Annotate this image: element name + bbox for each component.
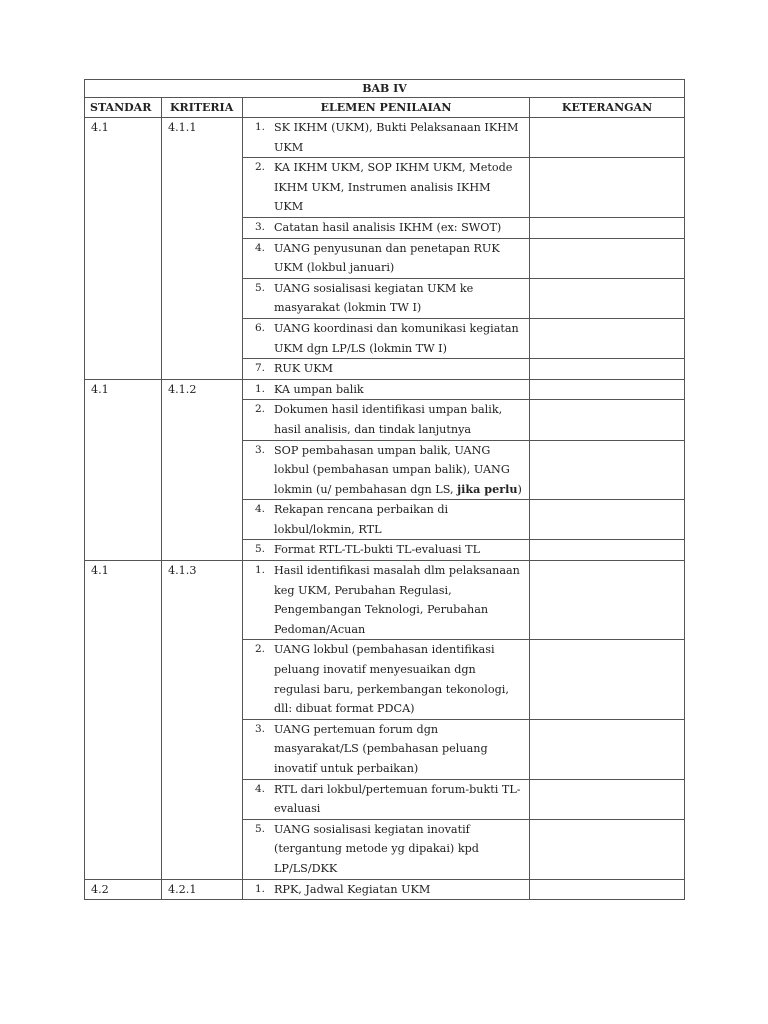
list-item: [249, 118, 526, 157]
standar-cell: 4.1: [85, 561, 162, 880]
item-text-main: RUK UKM: [274, 362, 334, 376]
elemen-cell: [243, 158, 530, 218]
item-text-tail: ): [517, 482, 522, 496]
item-number: 1.: [255, 121, 266, 133]
keterangan-cell: [530, 158, 685, 218]
list-item: [249, 359, 526, 379]
elemen-cell: [243, 238, 530, 278]
item-text: [274, 118, 526, 157]
standar-cell: 4.1: [85, 118, 162, 380]
item-number: 4.: [255, 782, 266, 795]
elemen-cell: [243, 540, 530, 561]
item-text: [274, 400, 526, 439]
keterangan-cell: [530, 819, 685, 879]
list-item: [249, 720, 526, 779]
list-item: [249, 540, 526, 560]
table-row: [85, 379, 685, 400]
elemen-cell: [243, 879, 530, 900]
list-item: [249, 500, 526, 539]
header-standar: STANDAR: [85, 98, 162, 118]
item-number: 1.: [255, 382, 266, 395]
item-number: 1.: [255, 564, 266, 577]
elemen-cell: [243, 561, 530, 640]
header-elemen: ELEMEN PENILAIAN: [243, 98, 530, 118]
item-text: [274, 239, 526, 278]
item-number: 4.: [255, 241, 266, 254]
item-number: 7.: [255, 362, 266, 375]
elemen-cell: [243, 719, 530, 779]
list-item: [249, 380, 526, 400]
elemen-cell: [243, 640, 530, 719]
standar-cell: 4.2: [85, 879, 162, 900]
keterangan-cell: [530, 719, 685, 779]
item-text: [274, 500, 526, 539]
list-item: [249, 400, 526, 439]
keterangan-cell: [530, 561, 685, 640]
item-number: 3.: [255, 220, 266, 233]
elemen-cell: [243, 118, 530, 158]
item-text-main: Hasil identifikasi masalah dlm pelaksanaan keg UKM, Perubahan Regulasi, Pengembangan Teknologi, Perubahan Pedoman/Acuan: [274, 564, 520, 636]
kriteria-cell: 4.1.3: [162, 561, 243, 880]
item-number: 1.: [255, 882, 266, 895]
item-text: [274, 319, 526, 358]
item-text-main: UANG koordinasi dan komunikasi kegiatan UKM dgn LP/LS (lokmin TW I): [274, 321, 519, 355]
item-text-main: UANG sosialisasi kegiatan UKM ke masyarakat (lokmin TW I): [274, 281, 474, 315]
keterangan-cell: [530, 540, 685, 561]
table-title: BAB IV: [85, 80, 685, 98]
item-text-main: SK IKHM (UKM), Bukti Pelaksanaan IKHM UKM: [274, 121, 519, 154]
header-kriteria: KRITERIA: [162, 98, 243, 118]
kriteria-cell: 4.2.1: [162, 879, 243, 900]
item-text: [274, 820, 526, 879]
list-item: [249, 640, 526, 718]
item-number: 5.: [255, 822, 266, 835]
keterangan-cell: [530, 359, 685, 380]
item-number: 6.: [255, 321, 266, 334]
elemen-cell: [243, 359, 530, 380]
keterangan-cell: [530, 379, 685, 400]
keterangan-cell: [530, 400, 685, 440]
item-text: [274, 279, 526, 318]
keterangan-cell: [530, 879, 685, 900]
list-item: [249, 561, 526, 639]
item-text-bold: jika perlu: [457, 481, 518, 496]
item-text-main: Dokumen hasil identifikasi umpan balik, hasil analisis, dan tindak lanjutnya: [274, 403, 503, 436]
elemen-cell: [243, 217, 530, 238]
keterangan-cell: [530, 500, 685, 540]
elemen-cell: [243, 779, 530, 819]
keterangan-cell: [530, 640, 685, 719]
list-item: [249, 218, 526, 238]
elemen-cell: [243, 819, 530, 879]
elemen-cell: [243, 400, 530, 440]
standar-cell: 4.1: [85, 379, 162, 560]
elemen-cell: [243, 278, 530, 318]
item-text-main: Catatan hasil analisis IKHM (ex: SWOT): [274, 220, 502, 234]
item-number: 2.: [255, 643, 266, 656]
item-text-main: UANG lokbul (pembahasan identifikasi peluang inovatif menyesuaikan dgn regulasi baru, perkembangan tekonologi, dll: dibuat format PDCA): [274, 643, 509, 716]
elemen-cell: [243, 379, 530, 400]
table-row: [85, 118, 685, 158]
table-row: [85, 879, 685, 900]
header-row: [85, 98, 685, 118]
elemen-cell: [243, 500, 530, 540]
item-number: 2.: [255, 403, 266, 416]
item-text-main: UANG penyusunan dan penetapan RUK UKM (lokbul januari): [274, 241, 500, 275]
elemen-cell: [243, 440, 530, 500]
list-item: [249, 780, 526, 819]
item-number: 5.: [255, 543, 266, 556]
list-item: [249, 319, 526, 358]
item-text: [274, 218, 526, 238]
item-text: [274, 720, 526, 779]
list-item: [249, 279, 526, 318]
item-text-main: SOP pembahasan umpan balik, UANG lokbul (pembahasan umpan balik), UANG lokmin (u/ pembahasan dgn LS,: [274, 443, 510, 496]
keterangan-cell: [530, 118, 685, 158]
keterangan-cell: [530, 238, 685, 278]
title-row: [85, 80, 685, 98]
keterangan-cell: [530, 318, 685, 358]
list-item: [249, 239, 526, 278]
item-text: [274, 441, 526, 500]
keterangan-cell: [530, 278, 685, 318]
item-number: 3.: [255, 722, 266, 735]
item-text: [274, 640, 526, 718]
item-text: [274, 780, 526, 819]
list-item: [249, 820, 526, 879]
item-text-main: Format RTL-TL-bukti TL-evaluasi TL: [274, 543, 481, 557]
table-row: [85, 561, 685, 640]
assessment-table: [84, 79, 685, 900]
item-text: [274, 359, 526, 379]
item-text-main: UANG sosialisasi kegiatan inovatif (tergantung metode yg dipakai) kpd LP/LS/DKK: [274, 822, 479, 875]
item-number: 5.: [255, 281, 266, 294]
elemen-cell: [243, 318, 530, 358]
item-text-main: RTL dari lokbul/pertemuan forum-bukti TL-evaluasi: [274, 782, 521, 816]
item-text-main: KA IKHM UKM, SOP IKHM UKM, Metode IKHM UKM, Instrumen analisis IKHM UKM: [274, 161, 513, 214]
item-number: 2.: [255, 161, 266, 174]
keterangan-cell: [530, 217, 685, 238]
item-text-main: UANG pertemuan forum dgn masyarakat/LS (pembahasan peluang inovatif untuk perbaikan): [274, 722, 488, 775]
list-item: [249, 441, 526, 500]
item-number: 3.: [255, 443, 266, 456]
item-number: 4.: [255, 503, 266, 516]
item-text-main: RPK, Jadwal Kegiatan UKM: [274, 882, 431, 896]
header-keterangan: KETERANGAN: [530, 98, 685, 118]
kriteria-cell: 4.1.1: [162, 118, 243, 380]
keterangan-cell: [530, 779, 685, 819]
item-text: [274, 561, 526, 639]
item-text: [274, 880, 526, 900]
item-text: [274, 158, 526, 217]
item-text-main: KA umpan balik: [274, 382, 364, 396]
item-text: [274, 540, 526, 560]
item-text-main: Rekapan rencana perbaikan di lokbul/lokmin, RTL: [274, 503, 449, 536]
keterangan-cell: [530, 440, 685, 500]
list-item: [249, 880, 526, 900]
item-text: [274, 380, 526, 400]
kriteria-cell: 4.1.2: [162, 379, 243, 560]
list-item: [249, 158, 526, 217]
